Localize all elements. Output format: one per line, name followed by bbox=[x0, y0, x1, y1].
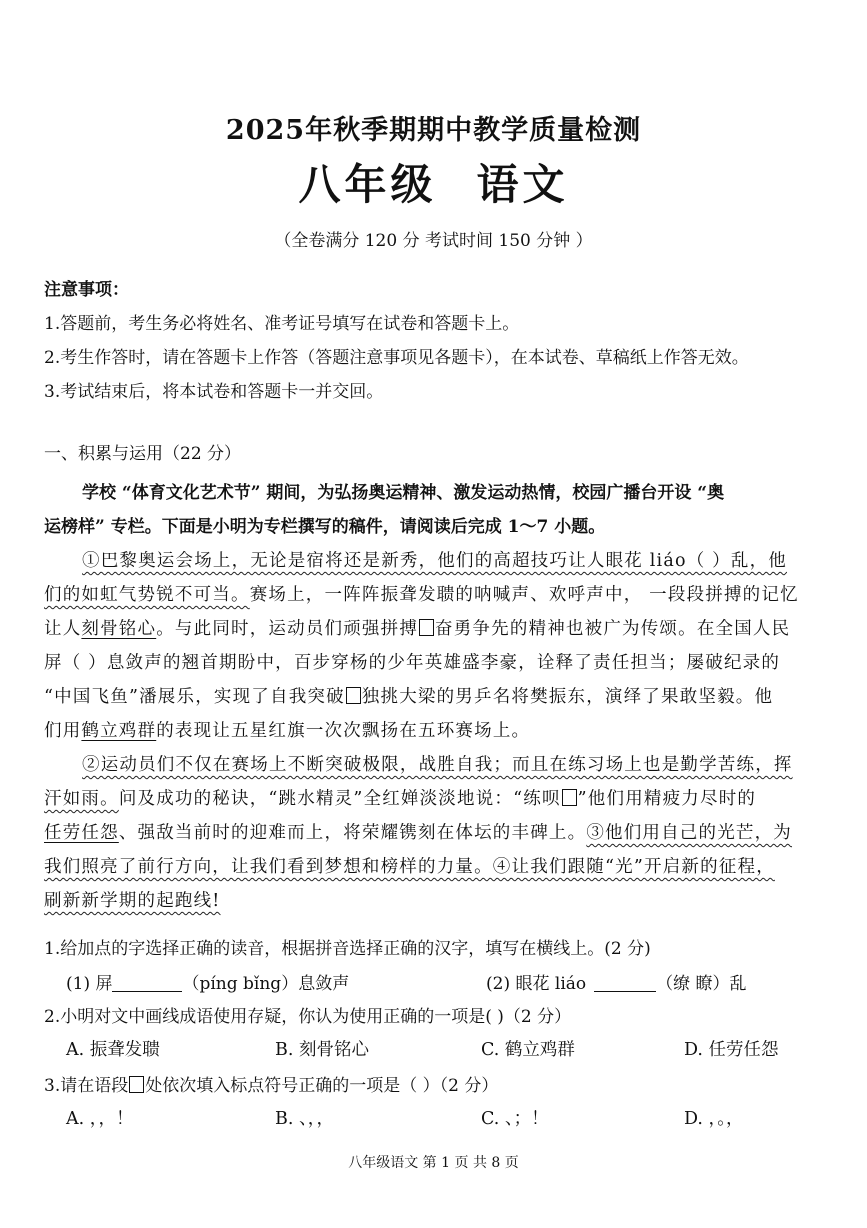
idiom-underlined: 任劳任怨 bbox=[44, 823, 119, 843]
question-3-stem bbox=[44, 1071, 498, 1096]
q1-part-1-choice: （píng bǐng）息敛声 bbox=[182, 974, 350, 994]
answer-blank[interactable] bbox=[594, 974, 656, 992]
grade-label: 八年级 bbox=[298, 160, 437, 209]
passage-line: 我们照亮了前行方向，让我们看到梦想和榜样的力量。④让我们跟随“光”开启新的征程， bbox=[44, 857, 775, 877]
passage-line: 屏（ ）息敛声的翘首期盼中，百步穿杨的少年英雄盛李豪，诠释了责任担当；屡破纪录的 bbox=[44, 653, 781, 673]
passage-text: 让人 bbox=[44, 619, 82, 639]
option-a[interactable]: A. ，，！ bbox=[66, 1109, 134, 1129]
passage-line: ②运动员们不仅在赛场上不断突破极限，战胜自我；而且在练习场上也是勤学苦练，挥 bbox=[82, 755, 793, 775]
punctuation-blank-box bbox=[129, 1076, 144, 1093]
q1-part-2-label: (2) 眼花 liáo bbox=[486, 974, 587, 994]
option-c[interactable]: C. 鹤立鸡群 bbox=[481, 1040, 575, 1060]
passage-text: “中国飞鱼”潘展乐，实现了自我突破 bbox=[44, 687, 345, 707]
passage-text: 、强敌当前时的迎难而上，将荣耀镌刻在体坛的丰碑上。 bbox=[118, 823, 587, 843]
passage-line bbox=[44, 785, 756, 810]
question-1-part-2 bbox=[486, 969, 747, 994]
question-1-stem: 1.给加点的字选择正确的读音，根据拼音选择正确的汉字，填写在横线上。(2 分) bbox=[44, 939, 651, 959]
option-b[interactable]: B. 、，， bbox=[275, 1109, 334, 1129]
passage-line: 刷新新学期的起跑线! bbox=[44, 891, 221, 911]
idiom-underlined: 刻骨铭心 bbox=[81, 619, 157, 639]
punctuation-blank-box bbox=[346, 687, 361, 704]
question-2-stem: 2.小明对文中画线成语使用存疑，你认为使用正确的一项是( )（2 分） bbox=[44, 1007, 572, 1027]
exam-info: （全卷满分 120 分 考试时间 150 分钟 ） bbox=[274, 231, 593, 251]
passage-line bbox=[44, 717, 530, 742]
notice-item: 3.考试结束后，将本试卷和答题卡一并交回。 bbox=[44, 382, 384, 402]
section-heading: 一、积累与运用（22 分） bbox=[44, 444, 242, 464]
q3-stem-text: 处依次填入标点符号正确的一项是（ ）（2 分） bbox=[145, 1076, 499, 1096]
option-c[interactable]: C. 、；！ bbox=[481, 1109, 549, 1129]
punctuation-blank-box bbox=[419, 619, 434, 636]
notice-item: 2.考生作答时，请在答题卡上作答（答题注意事项见各题卡），在本试卷、草稿纸上作答无效。 bbox=[44, 348, 749, 368]
passage-text: 们用 bbox=[44, 721, 82, 741]
passage-line bbox=[44, 581, 799, 606]
passage-line bbox=[44, 615, 790, 640]
intro-line: 学校 “体育文化艺术节” 期间，为弘扬奥运精神、激发运动热情，校园广播台开设 “奥 bbox=[82, 483, 725, 503]
passage-text: 奋勇争先的精神也被广为传颂。在全国人民 bbox=[435, 619, 791, 639]
passage-text: 的表现让五星红旗一次次飘扬在五环赛场上。 bbox=[156, 721, 531, 741]
passage-line bbox=[44, 819, 792, 844]
subject-label: 语文 bbox=[476, 160, 569, 209]
question-1-part-1 bbox=[66, 969, 349, 994]
notice-heading: 注意事项： bbox=[44, 280, 129, 300]
intro-line: 运榜样” 专栏。下面是小明为专栏撰写的稿件，请阅读后完成 1～7 小题。 bbox=[44, 517, 606, 537]
passage-line bbox=[44, 683, 773, 708]
idiom-underlined: 鹤立鸡群 bbox=[81, 721, 157, 741]
passage-text: 汗如雨。 bbox=[44, 789, 119, 809]
page-footer: 八年级语文 第 1 页 共 8 页 bbox=[348, 1155, 519, 1171]
passage-text: 赛场上，一阵阵振聋发聩的呐喊声、欢呼声中， 一段段拼搏的记忆 bbox=[249, 585, 799, 605]
passage-text: 独挑大梁的男乒名将樊振东，演绎了果敢坚毅。他 bbox=[361, 687, 774, 707]
option-a[interactable]: A. 振聋发聩 bbox=[66, 1040, 160, 1060]
grade-subject-heading bbox=[0, 152, 867, 212]
option-d[interactable]: D. 任劳任怨 bbox=[684, 1040, 779, 1060]
passage-line: ①巴黎奥运会场上，无论是宿将还是新秀，他们的高超技巧让人眼花 liáo（ ）乱，他 bbox=[82, 551, 787, 571]
q1-part-2-choice: （缭 瞭）乱 bbox=[656, 974, 747, 994]
option-b[interactable]: B. 刻骨铭心 bbox=[275, 1040, 369, 1060]
q1-part-1-label: (1) 屏 bbox=[66, 974, 113, 994]
passage-text: ③他们用自己的光芒，为 bbox=[586, 823, 793, 843]
option-d[interactable]: D. ，。， bbox=[684, 1109, 744, 1129]
passage-text: 们的如虹气势锐不可当。 bbox=[44, 585, 250, 605]
passage-text: 。与此同时，运动员们顽强拼搏 bbox=[156, 619, 419, 639]
answer-blank[interactable] bbox=[112, 974, 182, 992]
q3-stem-text: 3.请在语段 bbox=[44, 1076, 129, 1096]
notice-item: 1.答题前，考生务必将姓名、准考证号填写在试卷和答题卡上。 bbox=[44, 314, 520, 334]
passage-text: 问及成功的秘诀，“跳水精灵”全红婵淡淡地说：“练呗 bbox=[118, 789, 561, 809]
exam-title: 2025年秋季期期中教学质量检测 bbox=[225, 115, 642, 146]
punctuation-blank-box bbox=[562, 789, 577, 806]
passage-text: ”他们用精疲力尽时的 bbox=[577, 789, 757, 809]
